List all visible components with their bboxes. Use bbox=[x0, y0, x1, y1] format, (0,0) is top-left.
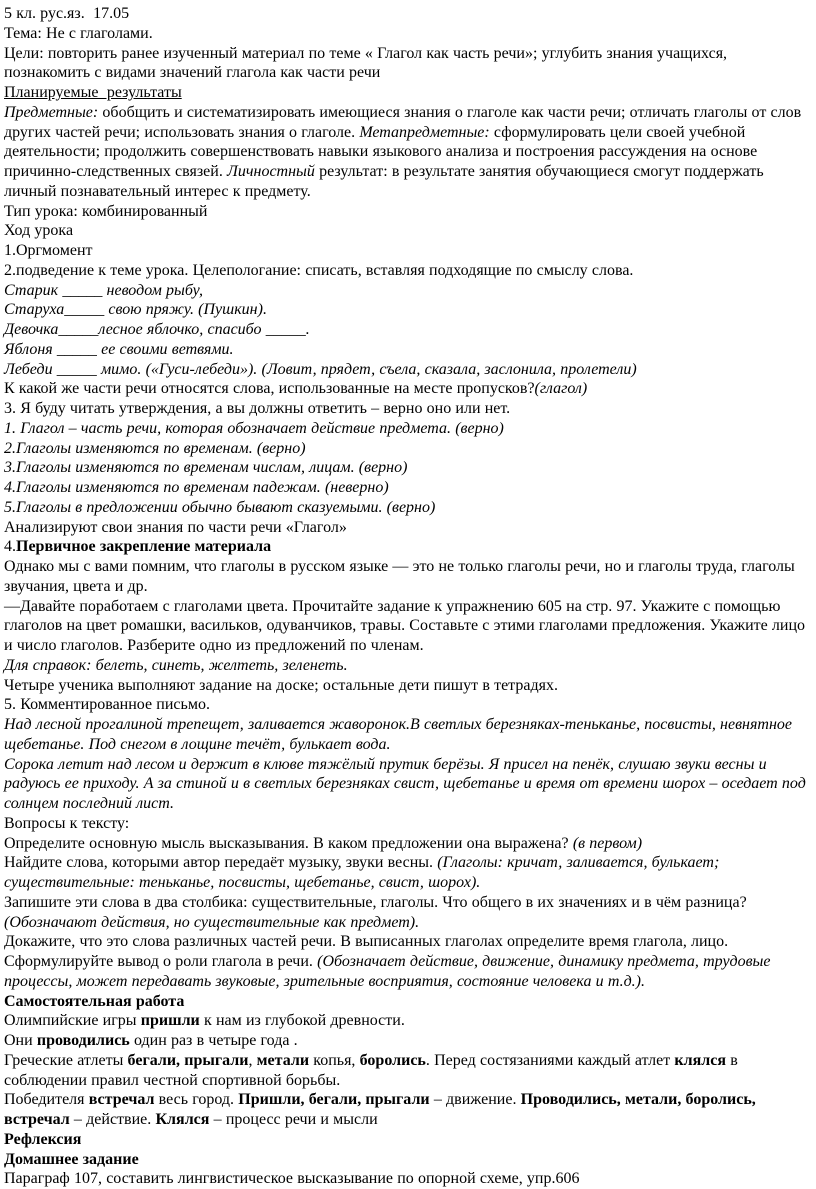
question-conclusion bbox=[4, 952, 812, 992]
text-segment: – действие. bbox=[69, 1111, 156, 1128]
text-segment: клялся bbox=[674, 1051, 726, 1069]
olympic-sentence-3 bbox=[4, 1051, 812, 1091]
text-segment: Четыре ученика выполняют задание на доске; остальные дети пишут в тетрадях. bbox=[4, 676, 558, 694]
text-segment: Домашнее задание bbox=[4, 1150, 139, 1168]
text-segment: бегали, прыгали bbox=[127, 1051, 249, 1069]
text-segment: 5 кл. рус.яз. 17.05 bbox=[4, 5, 130, 22]
text-segment: к нам из глубокой древности. bbox=[199, 1012, 405, 1030]
question-part-of-speech bbox=[4, 379, 812, 399]
fill-blank-line-2 bbox=[4, 300, 812, 320]
olympic-sentence-1 bbox=[4, 1011, 812, 1031]
text-segment: Яблоня _____ ее своими ветвями. bbox=[4, 340, 234, 358]
text-segment: копья, bbox=[309, 1051, 360, 1069]
text-segment: Найдите слова, которыми автор передаёт музыку, звуки весны. bbox=[4, 854, 438, 872]
text-segment: Планируемые результаты bbox=[4, 84, 182, 101]
text-segment: Ход урока bbox=[4, 222, 74, 240]
text-segment: Они bbox=[4, 1032, 37, 1049]
text-segment: метали bbox=[256, 1051, 310, 1069]
reflection-heading bbox=[4, 1130, 812, 1150]
stage-5-heading bbox=[4, 695, 812, 715]
statement-4 bbox=[4, 478, 812, 498]
text-segment: (Обозначают действия, но существительные как предмет). bbox=[4, 913, 420, 931]
results-paragraph bbox=[4, 103, 812, 202]
fill-blank-line-3 bbox=[4, 320, 812, 340]
stage-3-true-false-intro bbox=[4, 399, 812, 419]
stage-4-heading bbox=[4, 537, 812, 557]
text-segment: (Глаголы: кричат, заливается, булькает; существительные: теньканье, посвисты, щебетанье, свист, шорох). bbox=[4, 854, 724, 891]
text-segment: Пришли, бегали, прыгали bbox=[238, 1091, 430, 1109]
text-segment: 2.Глаголы изменяются по временам. (верно) bbox=[4, 439, 306, 457]
text-segment: 3. Я буду читать утверждения, а вы должны ответить – верно оно или нет. bbox=[4, 400, 511, 417]
text-segment: Проводились, метали, боролись, встречал bbox=[4, 1091, 760, 1128]
text-segment: Определите основную мысль высказывания. В каком предложении она выражена? bbox=[4, 834, 573, 852]
analysis-note bbox=[4, 518, 812, 538]
text-segment: Тема: Не с глаголами. bbox=[4, 24, 153, 42]
text-segment: Параграф 107, составить лингвистическое высказывание по опорной схеме, упр.606 bbox=[4, 1170, 580, 1188]
independent-work-heading bbox=[4, 992, 812, 1012]
text-segment: Клялся bbox=[155, 1111, 210, 1128]
dictation-text-2 bbox=[4, 755, 812, 814]
text-segment: обобщить и систематизировать имеющиеся знания о глаголе как части речи; отличать глаголы от слов других частей речи; использовать знания о глаголе. bbox=[4, 103, 806, 141]
text-segment: 1.Оргмомент bbox=[4, 242, 93, 259]
text-segment: Анализируют свои знания по части речи «Глагол» bbox=[4, 518, 347, 536]
text-segment: проводились bbox=[36, 1032, 130, 1049]
classwork-note bbox=[4, 676, 812, 696]
text-segment: 4. bbox=[4, 538, 16, 556]
text-segment: Запишите эти слова в два столбика: существительные, глаголы. Что общего в их значениях и в чём разница? bbox=[4, 893, 751, 911]
text-segment: Самостоятельная работа bbox=[4, 992, 185, 1010]
verbs-types-paragraph bbox=[4, 557, 812, 597]
text-segment: Победителя bbox=[4, 1091, 89, 1109]
olympic-analysis bbox=[4, 1090, 812, 1130]
reference-words-line bbox=[4, 656, 812, 676]
text-segment: – движение. bbox=[429, 1091, 521, 1109]
dictation-text-1 bbox=[4, 715, 812, 755]
text-segment: Вопросы к тексту: bbox=[4, 814, 130, 832]
text-segment: Первичное закрепление материала bbox=[16, 538, 272, 556]
text-segment: . Перед состязаниями каждый атлет bbox=[425, 1051, 675, 1069]
text-questions-heading bbox=[4, 814, 812, 834]
text-segment: Сорока летит над лесом и держит в клюве тяжёлый прутик берёзы. Я присел на пенёк, слушаю звуки весны и радуюсь ее приходу. А за стиной и в светлых березняках свист, щебетанье и время от времени шорох – оседает под солнцем последний лист. bbox=[4, 755, 811, 812]
statement-2 bbox=[4, 439, 812, 459]
document-content bbox=[4, 4, 812, 1189]
text-segment: Личностный bbox=[227, 163, 320, 180]
text-segment: Старуха_____ свою пряжу. (Пушкин). bbox=[4, 301, 267, 319]
text-segment: пришли bbox=[140, 1012, 200, 1030]
text-segment: – процесс речи и мысли bbox=[209, 1111, 378, 1128]
fill-blank-line-5 bbox=[4, 360, 812, 380]
text-segment: Олимпийские игры bbox=[4, 1012, 141, 1030]
text-segment: Над лесной прогалиной трепещет, заливается жаворонок.В светлых березняках-теньканье, посвисты, невнятное щебетанье. Под снегом в лощине течёт, булькает вода. bbox=[4, 716, 797, 753]
text-segment: в соблюдении правил честной спортивной борьбы. bbox=[4, 1051, 742, 1089]
text-segment: результат: в результате занятия обучающиеся смогут поддержать личный познавательный интерес к предмету. bbox=[4, 163, 768, 200]
text-segment: (глагол) bbox=[534, 380, 588, 398]
text-segment: Докажите, что это слова различных частей речи. В выписанных глаголах определите время глагола, лицо. bbox=[4, 933, 729, 951]
text-segment: Лебеди _____ мимо. («Гуси-лебеди»). (Ловит, прядет, съела, сказала, заслонила, пролетели) bbox=[4, 360, 637, 378]
text-segment: 5.Глаголы в предложении обычно бывают сказуемыми. (верно) bbox=[4, 498, 436, 516]
stage-1-org-moment bbox=[4, 241, 812, 261]
text-segment: встречал bbox=[88, 1091, 155, 1109]
text-segment: , bbox=[248, 1051, 257, 1069]
homework-line bbox=[4, 1169, 812, 1189]
planned-results-heading bbox=[4, 83, 812, 103]
text-segment: Однако мы с вами помним, что глаголы в русском языке — это не только глаголы речи, но и глаголы труда, глаголы звучания, цвета и др. bbox=[4, 558, 799, 595]
text-segment: Для справок: белеть, синеть, желтеть, зеленеть. bbox=[4, 656, 348, 674]
text-segment: Девочка_____лесное яблочко, спасибо _____. bbox=[4, 321, 310, 338]
text-segment: 2.подведение к теме урока. Целепологание: списать, вставляя подходящие по смыслу слова. bbox=[4, 261, 634, 279]
question-main-idea bbox=[4, 834, 812, 854]
text-segment: Рефлексия bbox=[4, 1130, 82, 1148]
goals-paragraph bbox=[4, 44, 812, 84]
text-segment: 4.Глаголы изменяются по временам падежам. (неверно) bbox=[4, 479, 389, 496]
text-segment: 1. Глагол – часть речи, которая обозначает действие предмета. (верно) bbox=[4, 419, 504, 437]
text-segment: К какой же части речи относятся слова, использованные на месте пропусков? bbox=[4, 380, 535, 398]
text-segment: Тип урока: комбинированный bbox=[4, 202, 208, 220]
lesson-flow-heading bbox=[4, 221, 812, 241]
statement-5 bbox=[4, 498, 812, 518]
text-segment: Метапредметные: bbox=[359, 123, 494, 141]
text-segment: сформулировать цели своей учебной деятельности; продолжить совершенствовать навыки языкового анализа и построения рассуждения на основе причинно-следственных связей. bbox=[4, 123, 762, 180]
olympic-sentence-2 bbox=[4, 1031, 812, 1051]
text-segment: боролись bbox=[359, 1051, 426, 1069]
text-segment: весь город. bbox=[154, 1091, 239, 1109]
question-two-columns bbox=[4, 893, 812, 933]
doc-header-line bbox=[4, 4, 812, 24]
statement-3 bbox=[4, 458, 812, 478]
fill-blank-line-4 bbox=[4, 340, 812, 360]
question-prove bbox=[4, 932, 812, 952]
stage-2-topic-intro bbox=[4, 261, 812, 281]
statement-1 bbox=[4, 419, 812, 439]
text-segment: Цели: повторить ранее изученный материал по теме « Глагол как часть речи»; углубить знания учащихся, познакомить с видами значений глагола как части речи bbox=[4, 44, 732, 82]
text-segment: Греческие атлеты bbox=[4, 1051, 128, 1069]
question-find-words bbox=[4, 853, 812, 893]
text-segment: один раз в четыре года . bbox=[129, 1032, 298, 1049]
text-segment: 3.Глаголы изменяются по временам числам, лицам. (верно) bbox=[4, 459, 408, 477]
fill-blank-line-1 bbox=[4, 281, 812, 301]
topic-line bbox=[4, 24, 812, 44]
text-segment: (в первом) bbox=[572, 834, 643, 852]
text-segment: Старик _____ неводом рыбу, bbox=[4, 281, 203, 299]
text-segment: (Обозначает действие, движение, динамику предмета, трудовые процессы, может передавать звуковые, зрительные восприятия, состояние человека и т.д.). bbox=[4, 953, 775, 990]
exercise-605-paragraph bbox=[4, 597, 812, 656]
text-segment: —Давайте поработаем с глаголами цвета. Прочитайте задание к упражнению 605 на стр. 97. Укажите с помощью глаголов на цвет ромашки, васильков, одуванчиков, травы. Составьте с этими глаголами предложения. Укажите лицо и число глаголов. Разберите одно из предложений по членам. bbox=[4, 597, 810, 654]
text-segment: 5. Комментированное письмо. bbox=[4, 696, 210, 714]
lesson-type-line bbox=[4, 202, 812, 222]
text-segment: Сформулируйте вывод о роли глагола в речи. bbox=[4, 953, 318, 970]
text-segment: Предметные: bbox=[4, 103, 103, 121]
homework-heading bbox=[4, 1150, 812, 1170]
